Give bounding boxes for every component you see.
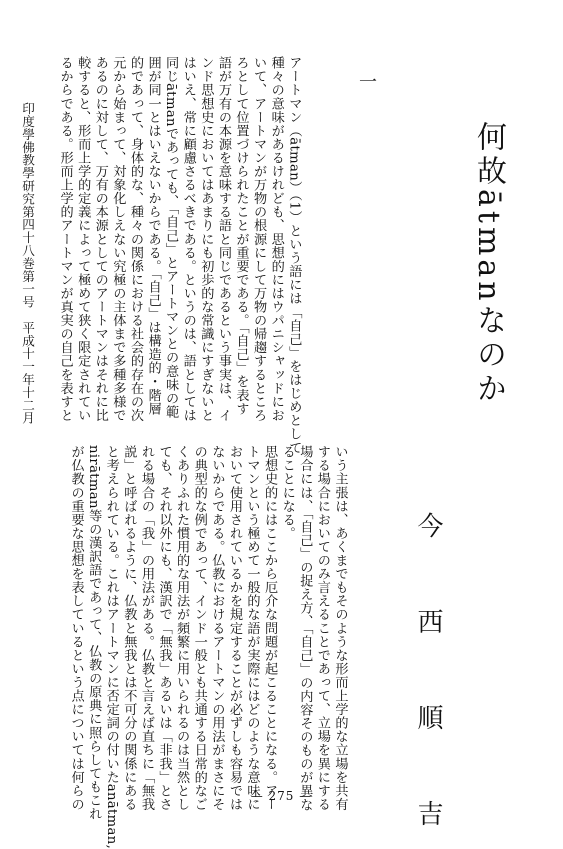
text-column: ても、それ以外にも、漢訳で「無我」あるいは「非我」とさ [156,445,172,811]
text-column: いう主張は、あくまでもそのような形而上学的な立場を共有 [332,445,348,811]
text-column: アートマン（ātman）（1）という語には「自己」をはじめとして [286,56,302,455]
text-column: と考えられている。これはアートマンに否定詞の付いたanātman, [103,445,119,849]
text-column: 的であって、身体的な、種々の関係における社会的存在の次 [127,56,143,422]
text-column: ることになる。 [279,445,295,540]
text-column: 説」と呼ばれるように、仏教と無我とは不可分の関係にある [121,445,137,811]
text-column: はいえ、常に顧慮さるべきである。というのは、語としては [180,56,196,422]
text-column: くありふれた慣用的な用法が頻繁に用いられるのは当然とし [174,445,190,811]
text-column: いて、アートマンが万物の根源にして万物の帰趨するところ [251,56,267,422]
journal-info: 印度學佛教學研究第四十八巻第一号 平成十一年十二月 [20,102,35,425]
text-column: 囲が同一とはいえないからである。「自己」は構造的・階層 [145,56,161,416]
text-column: おいて使用されているかを規定することが必ずしも容易では [226,445,242,811]
text-column: 思想史的にはここから厄介な問題が起こることになる。アー [262,445,278,811]
text-column: が仏教の重要な思想を表しているという点については何らの [68,445,84,811]
text-column: トマンという極めて一般的な語が実際にはどのような意味に [244,445,260,811]
text-column: れる場合の「我」の用法がある。仏教と言えば直ちに「無我 [138,445,154,811]
text-column: 場合には、「自己」の捉え方、「自己」の内容そのものが異な [297,445,313,812]
text-column: ろとして位置づけられたことが重要である。「自己」を表す [233,56,249,416]
page-number: — 275 — [250,789,313,803]
text-column: する場合においてのみ言えることであって、立場を異にする [314,445,330,811]
text-column: るからである。形而上学的アートマンが真実の自己を表すと [57,56,73,422]
section-number: 一 [356,72,377,90]
text-column: 元から始まって、対象化しえない究極の主体まで多種多様で [110,56,126,422]
text-column: あるのに対して、万有の本源としてのアートマンはそれに比 [92,56,108,422]
text-column: の典型的な例であって、インド一般とも共通する日常的なご [191,445,207,811]
text-column: 較すると、形而上学的定義によって極めて狭く限定されてい [75,56,91,422]
text-column: ないからである。仏教におけるアートマンの用法がまさにそ [209,445,225,811]
author-name: 今 西 順 吉 [413,512,443,848]
paper-title: 何故ātmanなのか [471,121,506,407]
text-column: 語が万有の本源を意味する語と同じであるという事実は、イ [215,56,231,422]
text-column: ンド思想史においてはあまりにも初歩的な常識にすぎないと [198,56,214,422]
text-column: 種々の意味があるけれども、思想的にはウパニシャッドにお [268,56,284,422]
text-column: 同じātmanであっても、「自己」とアートマンとの意味の範 [163,56,179,419]
text-column: nirātman等の漢訳語であって、仏教の原典に照らしてもこれ [86,445,102,821]
